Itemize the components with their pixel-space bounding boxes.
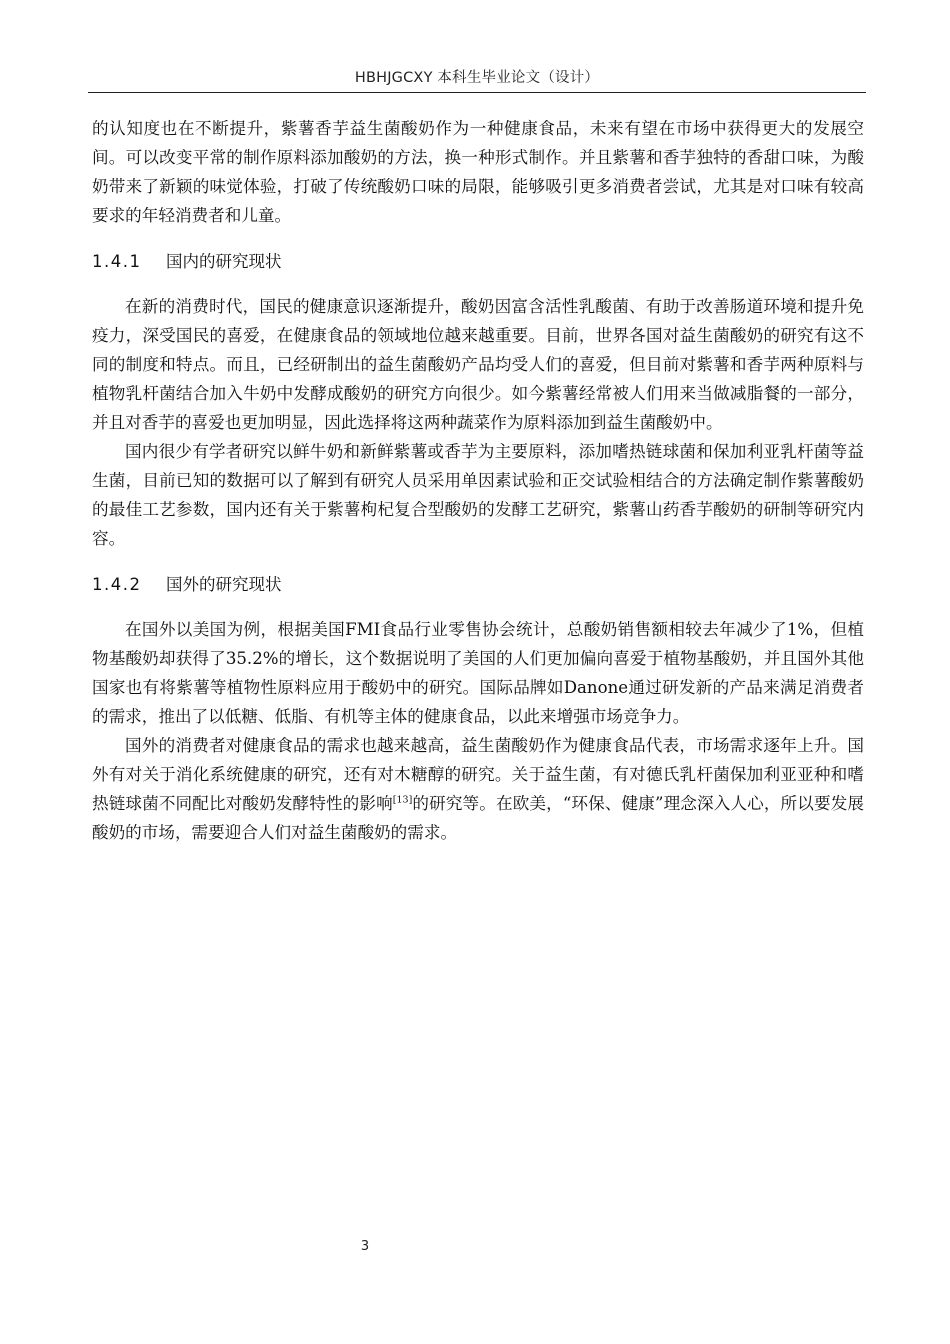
foreign-paragraph-2-text-a: 国外的消费者对健康食品的需求也越来越高，益生菌酸奶作为健康食品代表，市场需求逐年上升。国外有对关于消化系统健康的研究，还有对木糖醇的研究。关于益生菌，有对德氏乳杆菌保加利亚亚种和嗜热链球菌不同配比对酸奶发酵特性的影响 [92, 736, 864, 813]
body-content [92, 114, 864, 847]
section-number: 1.4.2 [92, 575, 142, 594]
foreign-paragraph-2-text-b: 的研究等。在欧美，“环保、健康”理念深入人心，所以要发展酸奶的市场，需要迎合人们对益生菌酸奶的需求。 [92, 794, 864, 842]
section-title: 国外的研究现状 [166, 575, 282, 594]
section-title: 国内的研究现状 [166, 252, 282, 271]
page-header-title: HBHJGCXY 本科生毕业论文（设计） [354, 70, 600, 86]
section-heading-1-4-2 [92, 570, 864, 600]
intro-paragraph: 的认知度也在不断提升，紫薯香芋益生菌酸奶作为一种健康食品，未来有望在市场中获得更大的发展空间。可以改变平常的制作原料添加酸奶的方法，换一种形式制作。并且紫薯和香芋独特的香甜口味，为酸奶带来了新颖的味觉体验，打破了传统酸奶口味的局限，能够吸引更多消费者尝试，尤其是对口味有较高要求的年轻消费者和儿童。 [92, 119, 864, 225]
domestic-paragraph-1: 在新的消费时代，国民的健康意识逐渐提升，酸奶因富含活性乳酸菌、有助于改善肠道环境和提升免疫力，深受国民的喜爱，在健康食品的领域地位越来越重要。目前，世界各国对益生菌酸奶的研究有这不同的制度和特点。而且，已经研制出的益生菌酸奶产品均受人们的喜爱，但目前对紫薯和香芋两种原料与植物乳杆菌结合加入牛奶中发酵成酸奶的研究方向很少。如今紫薯经常被人们用来当做减脂餐的一部分，并且对香芋的喜爱也更加明显，因此选择将这两种蔬菜作为原料添加到益生菌酸奶中。 [92, 297, 864, 432]
citation-reference[interactable]: [13] [392, 794, 413, 806]
header-divider [88, 92, 866, 93]
domestic-paragraph-2: 国内很少有学者研究以鲜牛奶和新鲜紫薯或香芋为主要原料，添加嗜热链球菌和保加利亚乳杆菌等益生菌，目前已知的数据可以了解到有研究人员采用单因素试验和正交试验相结合的方法确定制作紫薯酸奶的最佳工艺参数，国内还有关于紫薯枸杞复合型酸奶的发酵工艺研究，紫薯山药香芋酸奶的研制等研究内容。 [92, 442, 864, 548]
section-heading-1-4-1 [92, 247, 864, 277]
page-number: 3 [360, 1239, 370, 1254]
foreign-paragraph-2 [92, 731, 864, 847]
foreign-paragraph-1: 在国外以美国为例，根据美国FMI食品行业零售协会统计，总酸奶销售额相较去年减少了1%，但植物基酸奶却获得了35.2%的增长，这个数据说明了美国的人们更加偏向喜爱于植物基酸奶，并且国外其他国家也有将紫薯等植物性原料应用于酸奶中的研究。国际品牌如Danone通过研发新的产品来满足消费者的需求，推出了以低糖、低脂、有机等主体的健康食品，以此来增强市场竞争力。 [92, 620, 864, 726]
section-number: 1.4.1 [92, 252, 142, 271]
